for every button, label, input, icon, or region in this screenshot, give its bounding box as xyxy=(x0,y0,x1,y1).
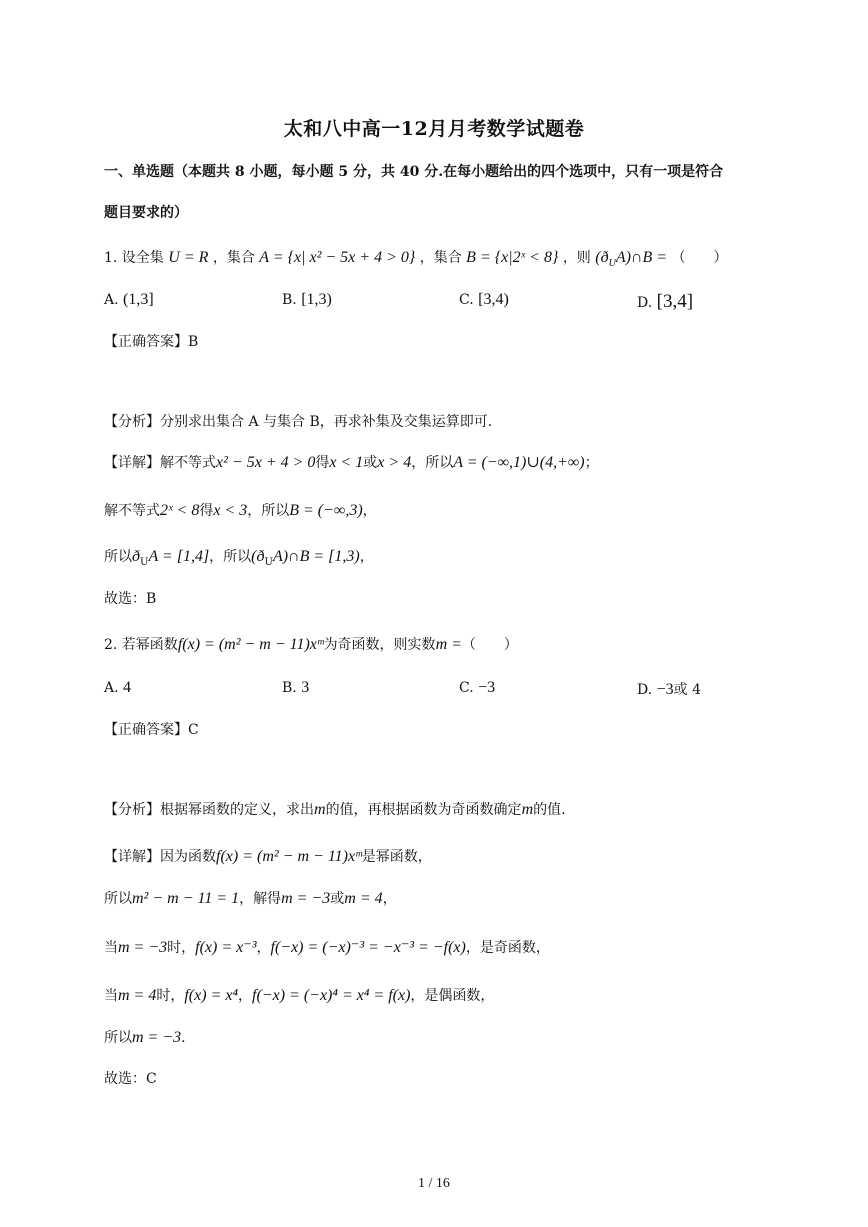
q2-detail-line3: 当m = −3时，f(x) = x⁻³，f(−x) = (−x)⁻³ = −x⁻³ = −f(x)，是奇函数， xyxy=(104,939,550,956)
q2-detail-line4: 当m = 4时，f(x) = x⁴，f(−x) = (−x)⁴ = x⁴ = f(x)，是偶函数， xyxy=(104,987,495,1004)
q1-expression: $(ð_UA)\cap B$ = xyxy=(595,249,668,270)
q1-detail-line2: 解不等式2ˣ < 8得x < 3，所以B = (−∞,3)， xyxy=(104,502,377,519)
q1-set-a: A = {x| x² − 5x + 4 > 0} xyxy=(259,249,416,266)
q1-option-c: C. [3,4) xyxy=(459,291,509,308)
q1-detail-line3: 所以$ð_UA = [1,4]$，所以$(ð_UA)\cap B = [1,3)$， xyxy=(104,548,374,568)
q2-option-a: A. 4 xyxy=(104,679,132,696)
page-title: 太和八中高一12月月考数学试题卷 xyxy=(283,118,585,140)
q1-answer: 【正确答案】B xyxy=(104,334,199,350)
q2-detail-line2: 所以m² − m − 11 = 1，解得m = −3或m = 4， xyxy=(104,890,397,907)
q1-set-b: B = {x|2ˣ < 8} xyxy=(466,249,559,266)
page-number: 1 / 16 xyxy=(418,1176,450,1191)
question-2-stem: 2. 若幂函数f(x) = (m² − m − 11)xᵐ为奇函数，则实数m =（ ） xyxy=(104,636,518,653)
q1-option-a: A. (1,3] xyxy=(104,291,154,308)
q1-choice: 故选：B xyxy=(104,591,157,607)
q1-analysis: 【分析】分别求出集合 A 与集合 B，再求补集及交集运算即可. xyxy=(104,414,493,430)
q2-choice: 故选：C xyxy=(104,1071,157,1087)
section-heading-line2: 题目要求的） xyxy=(104,205,188,221)
section-heading-line1: 一、单选题（本题共 8 小题，每小题 5 分，共 40 分.在每小题给出的四个选项中，只有一项是符合 xyxy=(104,164,724,180)
q1-option-d: D. [3,4] xyxy=(637,291,694,312)
q2-option-c: C. −3 xyxy=(459,679,496,696)
q1-stem-text: ，则 xyxy=(562,250,591,266)
q1-stem-text: 1. 设全集 xyxy=(104,250,164,266)
q1-stem-text: ，集合 xyxy=(212,250,255,266)
q2-answer: 【正确答案】C xyxy=(104,722,199,738)
q2-option-d: D. −3或 4 xyxy=(637,681,702,698)
q1-detail-line1: 【详解】解不等式x² − 5x + 4 > 0得x < 1或x > 4，所以A = (−∞,1)∪(4,+∞)； xyxy=(104,454,599,471)
q1-option-b: B. [1,3) xyxy=(282,291,332,308)
q1-stem-text: ，集合 xyxy=(419,250,462,266)
q1-blank-paren: （ ） xyxy=(671,250,728,266)
question-1-stem xyxy=(104,247,728,269)
q2-analysis: 【分析】根据幂函数的定义，求出m的值，再根据函数为奇函数确定m的值. xyxy=(104,801,566,818)
q2-detail-line1: 【详解】因为函数f(x) = (m² − m − 11)xᵐ是幂函数， xyxy=(104,848,432,865)
q1-universal-set: U = R xyxy=(168,249,209,266)
q2-option-b: B. 3 xyxy=(282,679,310,696)
q2-detail-line5: 所以m = −3. xyxy=(104,1029,186,1046)
